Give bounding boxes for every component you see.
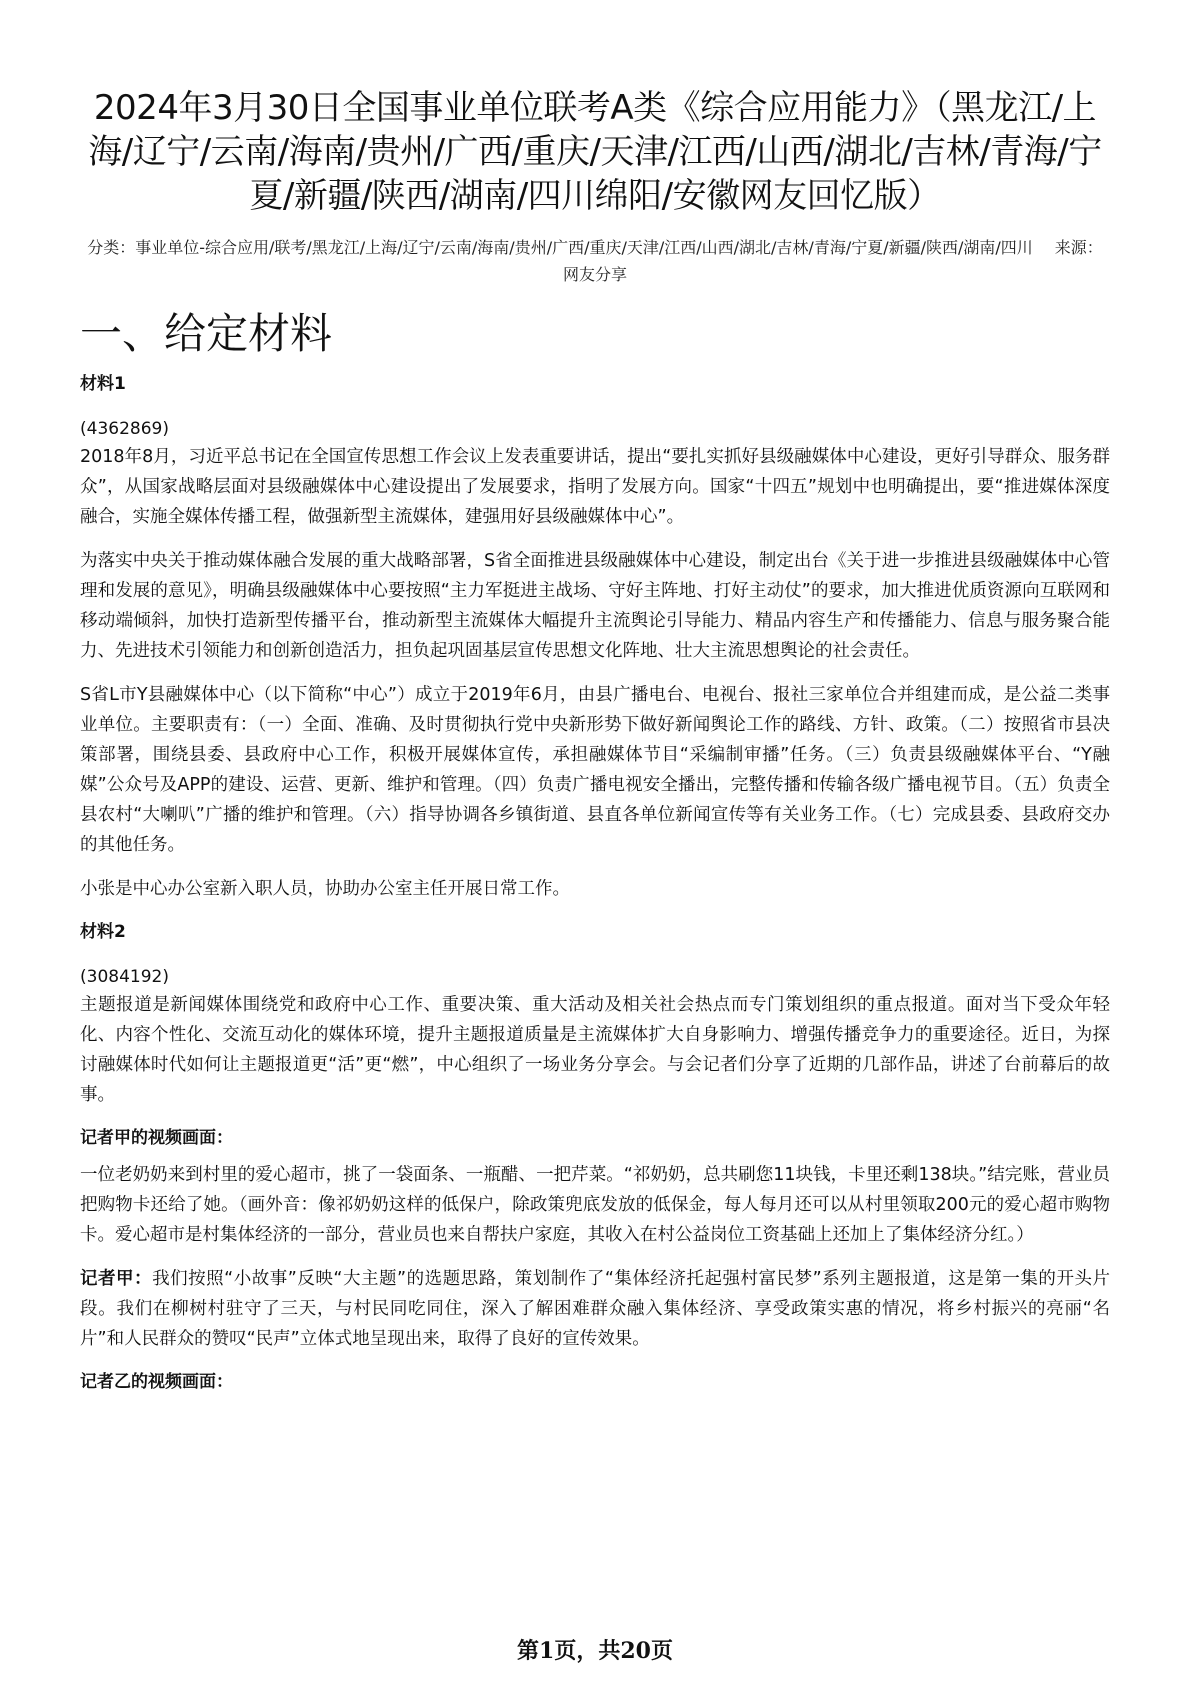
material-2-intro: 主题报道是新闻媒体围绕党和政府中心工作、重要决策、重大活动及相关社会热点而专门策划组织的重点报道。面对当下受众年轻化、内容个性化、交流互动化的媒体环境，提升主题报道质量是主流媒体扩大自身影响力、增强传播竞争力的重要途径。近日，为探讨融媒体时代如何让主题报道更“活”更“燃”，中心组织了一场业务分享会。与会记者们分享了近期的几部作品，讲述了台前幕后的故事。 [80,995,1110,1105]
reporter-a-video-label: 记者甲的视频画面： [80,1128,233,1148]
reporter-a-video-text: 一位老奶奶来到村里的爱心超市，挑了一袋面条、一瓶醋、一把芹菜。“祁奶奶，总共刷您11块钱，卡里还剩138块。”结完账，营业员把购物卡还给了她。（画外音：像祁奶奶这样的低保户，除政策兜底发放的低保金，每人每月还可以从村里领取200元的爱心超市购物卡。爱心超市是村集体经济的一部分，营业员也来自帮扶户家庭，其收入在村公益岗位工资基础上还加上了集体经济分红。） [80,1165,1110,1245]
material-2-code: (3084192) [80,967,169,987]
material-1-label: 材料1 [80,374,126,394]
reporter-a-statement [80,1264,1110,1354]
section-heading: 一、给定材料 [80,309,333,358]
material-1-paragraph: S省L市Y县融媒体中心（以下简称“中心”）成立于2019年6月，由县广播电台、电视台、报社三家单位合并组建而成，是公益二类事业单位。主要职责有：（一）全面、准确、及时贯彻执行党中央新形势下做好新闻舆论工作的路线、方针、政策。（二）按照省市县决策部署，围绕县委、县政府中心工作，积极开展媒体宣传，承担融媒体节目“采编制审播”任务。（三）负责县级融媒体平台、“Y融媒”公众号及APP的建设、运营、更新、维护和管理。（四）负责广播电视安全播出，完整传播和传输各级广播电视节目。（五）负责全县农村“大喇叭”广播的维护和管理。（六）指导协调各乡镇街道、县直各单位新闻宣传等有关业务工作。（七）完成县委、县政府交办的其他任务。 [80,685,1110,855]
document-page [80,86,1110,1404]
reporter-a-speaker: 记者甲： [80,1269,153,1289]
material-1-paragraph: 2018年8月，习近平总书记在全国宣传思想工作会议上发表重要讲话，提出“要扎实抓好县级融媒体中心建设，更好引导群众、服务群众”，从国家战略层面对县级融媒体中心建设提出了发展要求，指明了发展方向。国家“十四五”规划中也明确提出，要“推进媒体深度融合，实施全媒体传播工程，做强新型主流媒体，建强用好县级融媒体中心”。 [80,447,1110,527]
page-indicator: 第1页，共20页 [517,1638,673,1664]
material-1-paragraph: 为落实中央关于推动媒体融合发展的重大战略部署，S省全面推进县级融媒体中心建设，制定出台《关于进一步推进县级融媒体中心管理和发展的意见》，明确县级融媒体中心要按照“主力军挺进主战场、守好主阵地、打好主动仗”的要求，加大推进优质资源向互联网和移动端倾斜，加快打造新型传播平台，推动新型主流媒体大幅提升主流舆论引导能力、精品内容生产和传播能力、信息与服务聚合能力、先进技术引领能力和创新创造活力，担负起巩固基层宣传思想文化阵地、壮大主流思想舆论的社会责任。 [80,551,1110,661]
material-2-label: 材料2 [80,922,126,942]
source-text: 来源：网友分享 [562,238,1103,284]
document-title: 2024年3月30日全国事业单位联考A类《综合应用能力》（黑龙江/上海/辽宁/云南/海南/贵州/广西/重庆/天津/江西/山西/湖北/吉林/青海/宁夏/新疆/陕西/湖南/四川绵阳/安徽网友回忆版） [88,88,1102,216]
reporter-b-video-label: 记者乙的视频画面： [80,1372,233,1392]
category-text: 分类：事业单位-综合应用/联考/黑龙江/上海/辽宁/云南/海南/贵州/广西/重庆/天津/江西/山西/湖北/吉林/青海/宁夏/新疆/陕西/湖南/四川 [87,238,1033,257]
material-1-paragraph: 小张是中心办公室新入职人员，协助办公室主任开展日常工作。 [80,879,570,899]
reporter-a-text: 我们按照“小故事”反映“大主题”的选题思路，策划制作了“集体经济托起强村富民梦”系列主题报道，这是第一集的开头片段。我们在柳树村驻守了三天，与村民同吃同住，深入了解困难群众融入集体经济、享受政策实惠的情况，将乡村振兴的亮丽“名片”和人民群众的赞叹“民声”立体式地呈现出来，取得了良好的宣传效果。 [80,1269,1110,1349]
material-1-code: (4362869) [80,419,169,439]
document-meta [80,234,1110,288]
